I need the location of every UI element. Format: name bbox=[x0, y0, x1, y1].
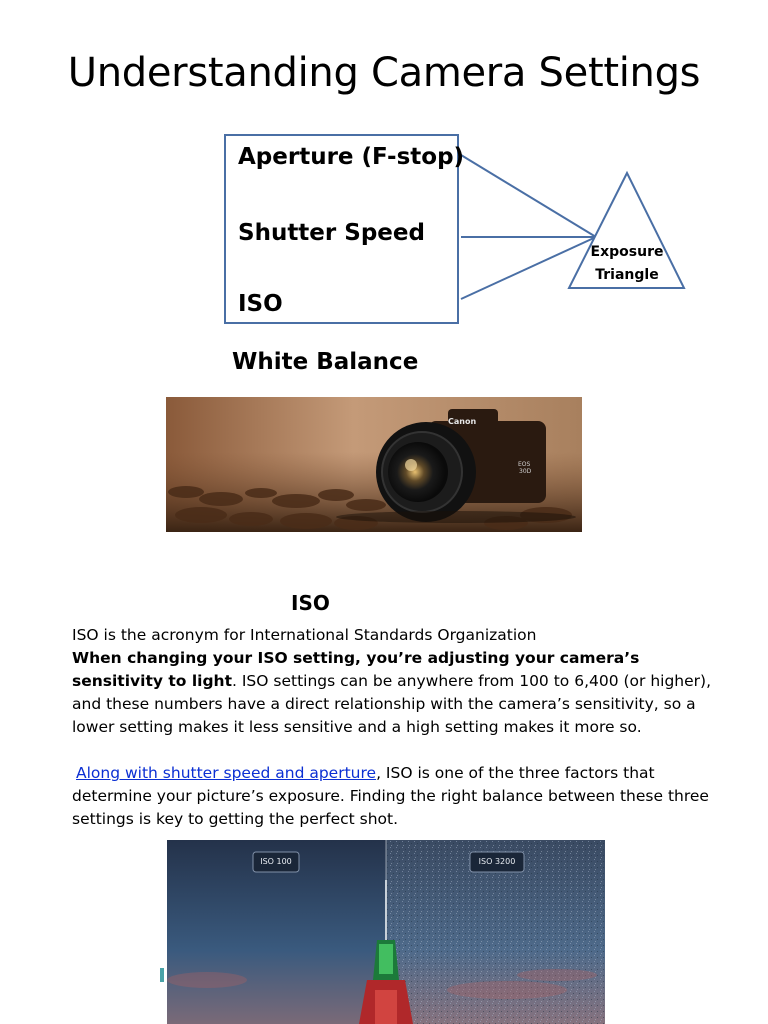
slide-edge-marker bbox=[160, 968, 164, 982]
setting-iso: ISO bbox=[238, 291, 283, 317]
iso-definition: ISO is the acronym for International Standards Organization bbox=[72, 626, 537, 644]
iso-heading: ISO bbox=[291, 591, 330, 615]
iso-comparison-photo bbox=[167, 840, 605, 1024]
iso-exposure-paragraph bbox=[72, 762, 712, 831]
iso-100-label: ISO 100 bbox=[260, 857, 292, 866]
iso-3200-label: ISO 3200 bbox=[478, 857, 516, 866]
camera-photo bbox=[166, 397, 582, 532]
camera-model-text-line2: 30D bbox=[519, 468, 532, 475]
page-title: Understanding Camera Settings bbox=[67, 50, 701, 96]
triangle-label-exposure: Exposure bbox=[590, 244, 664, 260]
shutter-aperture-link[interactable]: Along with shutter speed and aperture bbox=[76, 764, 377, 782]
setting-shutter-speed: Shutter Speed bbox=[238, 220, 425, 246]
iso-comparison-illustration bbox=[167, 840, 605, 1024]
iso-explanation bbox=[72, 647, 712, 739]
camera-model-text-line1: EOS bbox=[518, 461, 531, 468]
setting-aperture: Aperture (F-stop) bbox=[238, 144, 465, 170]
iso-exposure-rest: , ISO is one of the three factors that determine your picture’s exposure. Finding the right balance between these three settings is key to getting the perfect shot. bbox=[72, 764, 709, 828]
iso-explanation-bold: When changing your ISO setting, you’re adjusting your camera’s sensitivity to light bbox=[72, 649, 640, 690]
camera-brand-text: Canon bbox=[448, 417, 477, 426]
iso-explanation-rest: . ISO settings can be anywhere from 100 to 6,400 (or higher), and these numbers have a direct relationship with the camera’s sensitivity, so a lower setting makes it less sensitive and a high setting makes it more so. bbox=[72, 672, 712, 736]
white-balance-label: White Balance bbox=[232, 349, 419, 375]
triangle-label-triangle: Triangle bbox=[595, 267, 659, 283]
connector-line-aperture bbox=[461, 155, 596, 237]
